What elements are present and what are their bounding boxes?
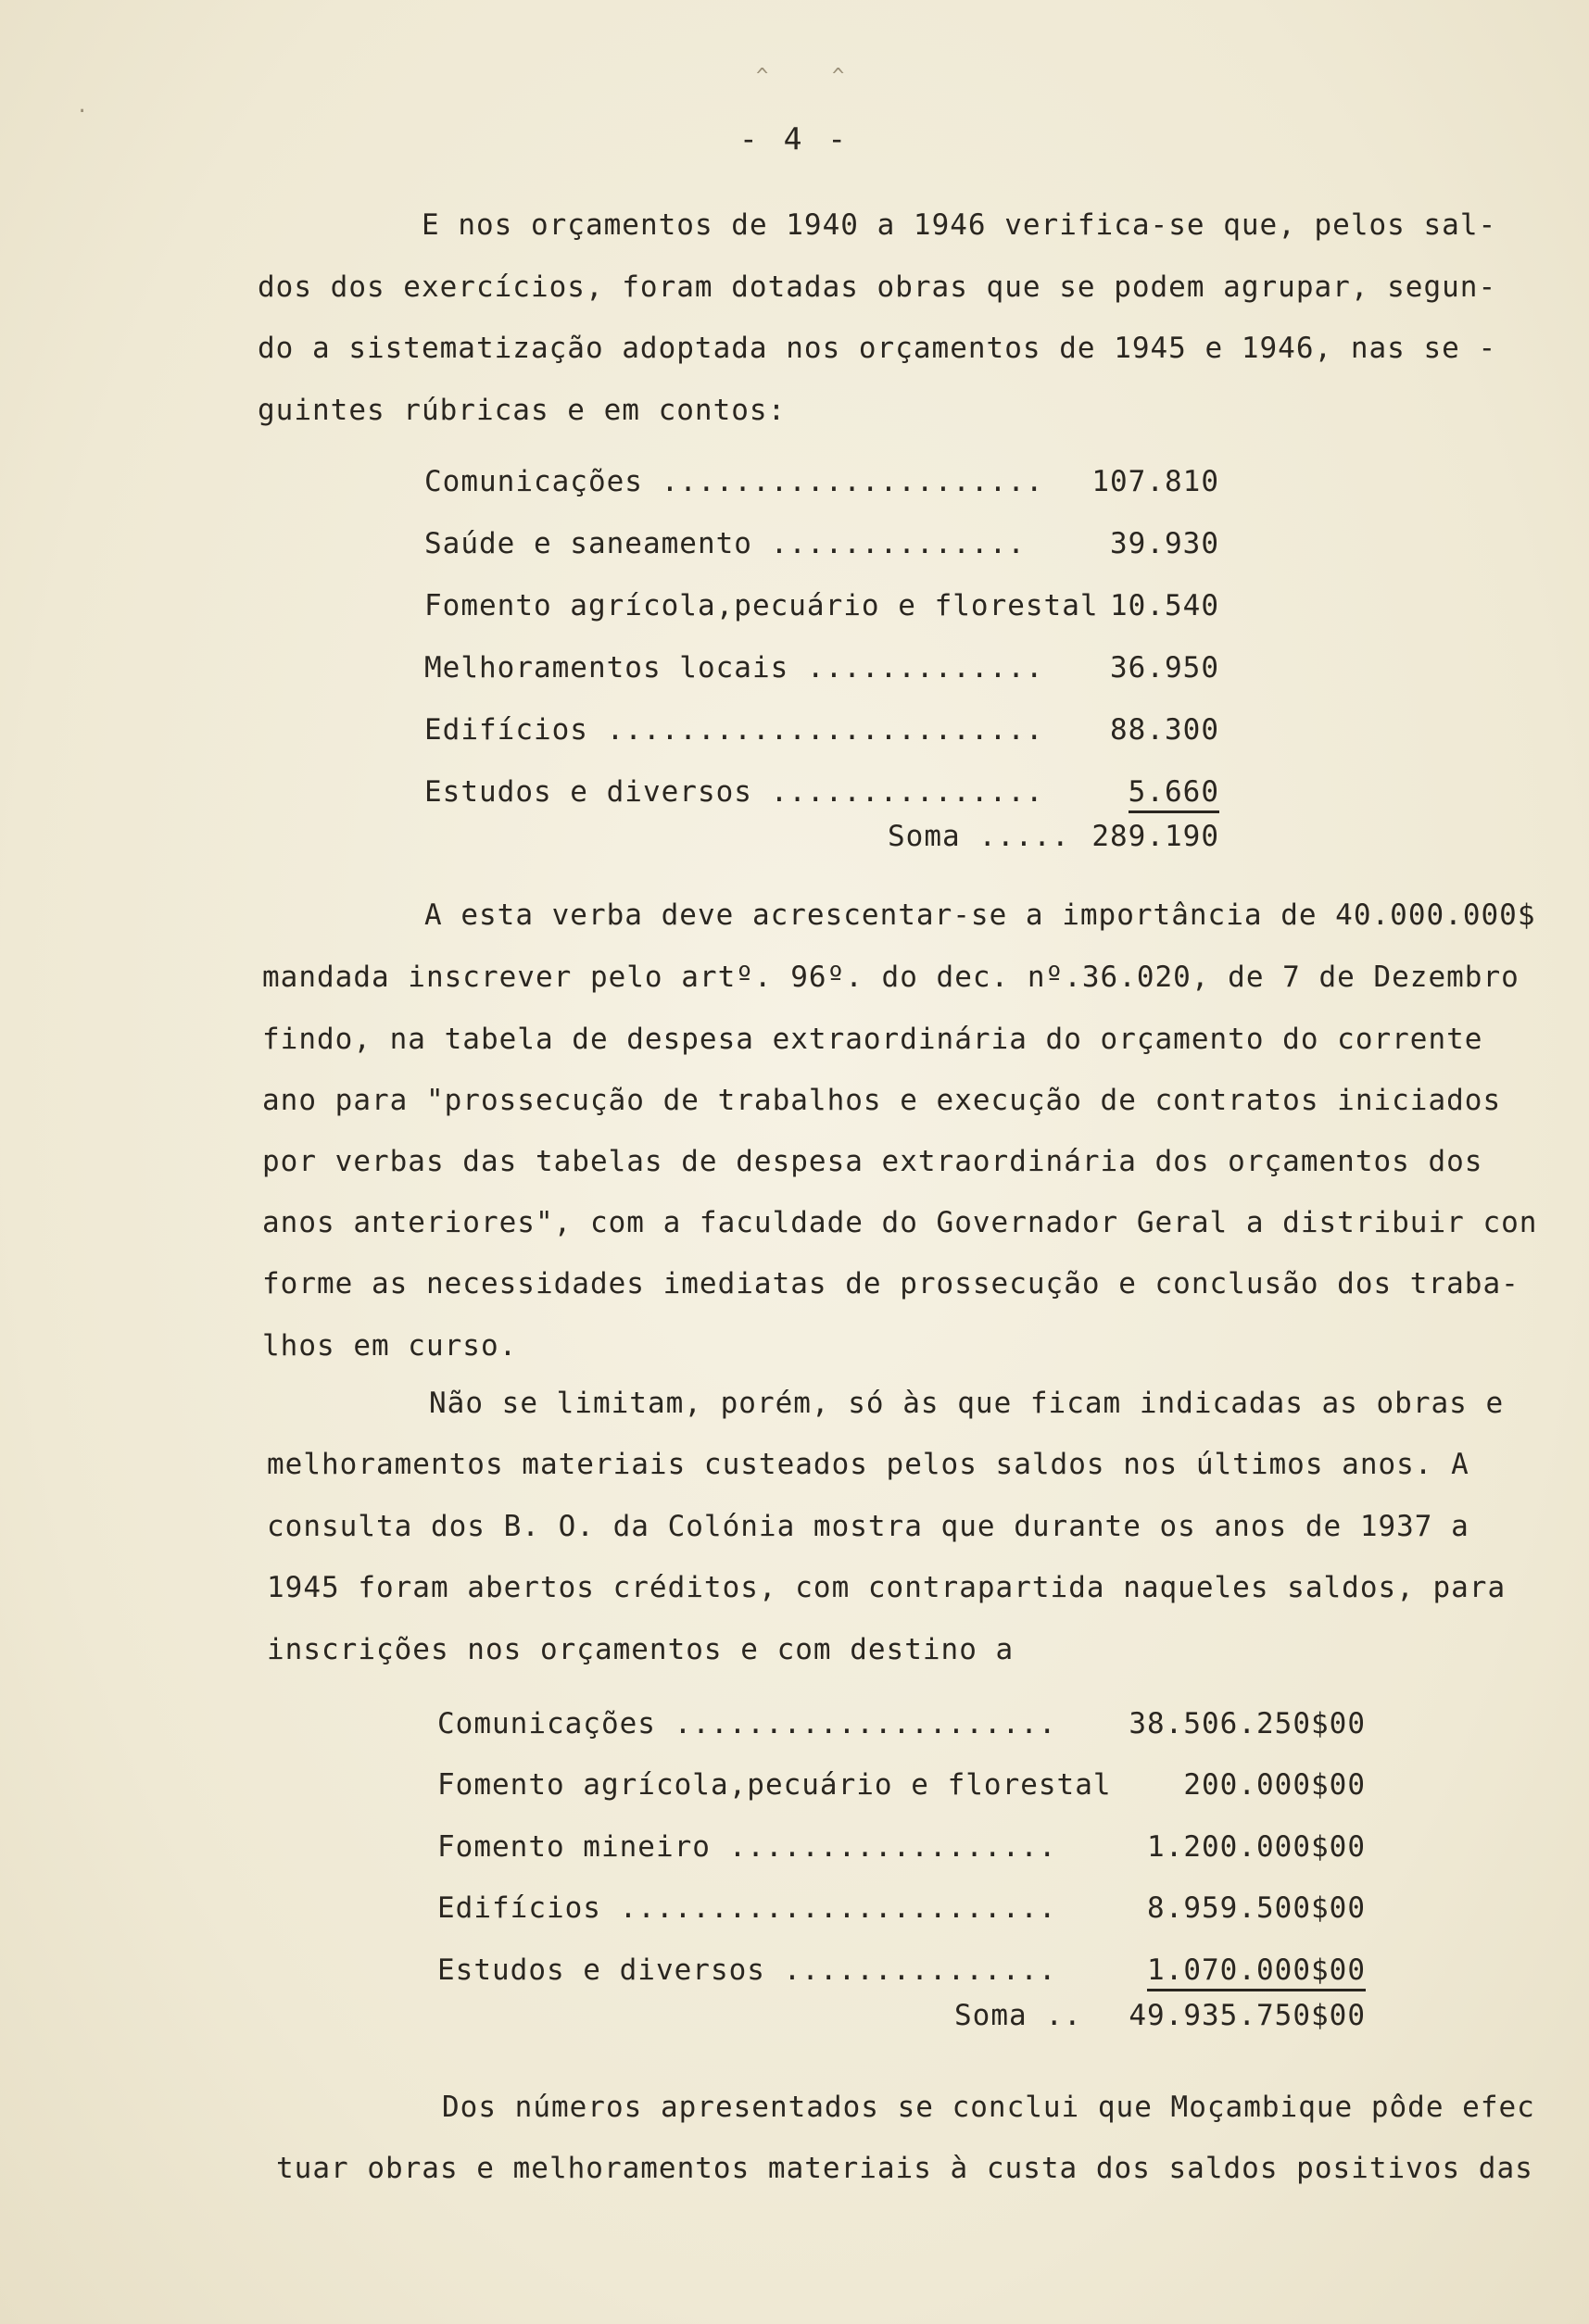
table2-label: Fomento mineiro .................. bbox=[437, 1830, 1057, 1864]
page-number: - 4 - bbox=[738, 120, 851, 157]
table2-total-value: 49.935.750$00 bbox=[1129, 1999, 1366, 2032]
paragraph-line: forme as necessidades imediatas de prossecução e conclusão dos traba- bbox=[262, 1267, 1520, 1300]
paragraph-line: Dos números apresentados se conclui que Moçambique pôde efec bbox=[442, 2091, 1535, 2124]
table2-total-label: Soma .. bbox=[954, 1999, 1082, 2032]
intro-line: dos dos exercícios, foram dotadas obras que se podem agrupar, segun- bbox=[258, 270, 1497, 304]
table1-value: 39.930 bbox=[1110, 527, 1219, 560]
paragraph-line: A esta verba deve acrescentar-se a importância de 40.000.000$ bbox=[424, 898, 1536, 932]
table2-subtotal-underline: 1.070.000$00 bbox=[1147, 1953, 1366, 1991]
paragraph-line: tuar obras e melhoramentos materiais à custa dos saldos positivos das bbox=[276, 2152, 1533, 2185]
table2-label: Fomento agrícola,pecuário e florestal bbox=[437, 1768, 1112, 1802]
intro-line: E nos orçamentos de 1940 a 1946 verifica-se que, pelos sal- bbox=[422, 208, 1497, 242]
table1-total-value: 289.190 bbox=[1091, 820, 1219, 853]
table2-label: Estudos e diversos ............... bbox=[437, 1953, 1057, 1987]
table1-label: Edifícios ........................ bbox=[424, 713, 1044, 747]
paragraph-line: Não se limitam, porém, só às que ficam indicadas as obras e bbox=[429, 1387, 1505, 1420]
table2-value: 38.506.250$00 bbox=[1129, 1707, 1366, 1740]
table1-value: 10.540 bbox=[1110, 589, 1219, 622]
table1-label: Estudos e diversos ............... bbox=[424, 775, 1044, 809]
paragraph-line: ano para "prossecução de trabalhos e execução de contratos iniciados bbox=[262, 1084, 1502, 1117]
paragraph-line: lhos em curso. bbox=[262, 1329, 518, 1363]
table1-value: 88.300 bbox=[1110, 713, 1219, 747]
table1-label: Comunicações ..................... bbox=[424, 465, 1044, 498]
paragraph-line: mandada inscrever pelo artº. 96º. do dec. nº.36.020, de 7 de Dezembro bbox=[262, 961, 1520, 994]
table2-value: 1.200.000$00 bbox=[1147, 1830, 1366, 1864]
table1-total-label: Soma ..... bbox=[888, 820, 1070, 853]
paragraph-line: findo, na tabela de despesa extraordinária do orçamento do corrente bbox=[262, 1023, 1483, 1056]
table1-value: 36.950 bbox=[1110, 651, 1219, 685]
intro-line: do a sistematização adoptada nos orçamentos de 1945 e 1946, nas se - bbox=[258, 332, 1497, 365]
decorative-mark: ^ bbox=[832, 65, 845, 88]
paragraph-line: anos anteriores", com a faculdade do Governador Geral a distribuir con bbox=[262, 1206, 1538, 1239]
table1-label: Melhoramentos locais ............. bbox=[424, 651, 1044, 685]
paragraph-line: 1945 foram abertos créditos, com contrapartida naqueles saldos, para bbox=[267, 1571, 1507, 1604]
decorative-mark: · bbox=[76, 100, 89, 123]
paragraph-line: inscrições nos orçamentos e com destino a bbox=[267, 1633, 1015, 1666]
table1-label: Fomento agrícola,pecuário e florestal bbox=[424, 589, 1099, 622]
paragraph-line: por verbas das tabelas de despesa extraordinária dos orçamentos dos bbox=[262, 1145, 1483, 1178]
paragraph-line: melhoramentos materiais custeados pelos saldos nos últimos anos. A bbox=[267, 1448, 1469, 1481]
table2-value: 8.959.500$00 bbox=[1147, 1891, 1366, 1925]
table1-value bbox=[1073, 775, 1219, 809]
table2-label: Edifícios ........................ bbox=[437, 1891, 1057, 1925]
table2-label: Comunicações ..................... bbox=[437, 1707, 1057, 1740]
table2-value bbox=[1123, 1953, 1366, 1987]
intro-line: guintes rúbricas e em contos: bbox=[258, 394, 787, 427]
table2-value: 200.000$00 bbox=[1183, 1768, 1366, 1802]
decorative-mark: ^ bbox=[756, 65, 769, 88]
paragraph-line: consulta dos B. O. da Colónia mostra que durante os anos de 1937 a bbox=[267, 1510, 1469, 1543]
table1-subtotal-underline: 5.660 bbox=[1129, 775, 1219, 813]
table1-label: Saúde e saneamento .............. bbox=[424, 527, 1026, 560]
table1-value: 107.810 bbox=[1091, 465, 1219, 498]
